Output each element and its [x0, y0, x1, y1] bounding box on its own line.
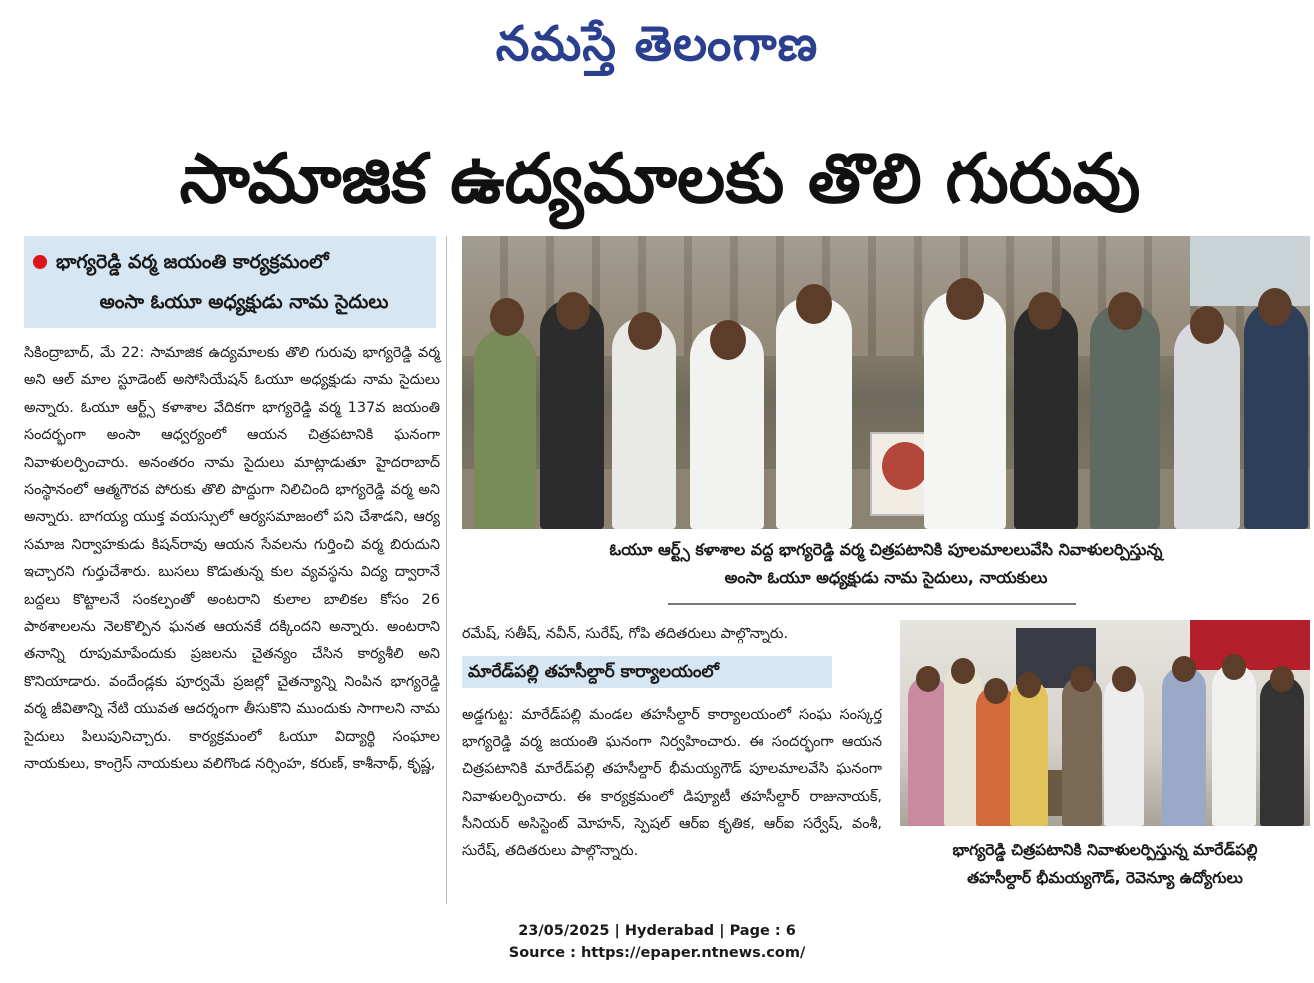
- group-photo-arts-college: [462, 236, 1310, 529]
- article-body-main: సికింద్రాబాద్, మే 22: సామాజిక ఉద్యమాలకు తొలి గురువు భాగ్యరెడ్డి వర్మ అని ఆల్ మాల స్టూడెంట్ అసోసియేషన్ ఓయూ అధ్యక్షుడు నామ సైదులు అన్నారు. ఓయూ ఆర్ట్స్ కళాశాల వేదికగా భాగ్యరెడ్డి వర్మ 137వ జయంతి సందర్భంగా అంసా ఆధ్వర్యంలో ఆయన చిత్రపటానికి ఘనంగా నివాళులర్పించారు. అనంతరం నామ సైదులు మాట్లాడుతూ హైదరాబాద్ సంస్థానంలో ఆత్మగౌరవ పోరుకు తొలి పొద్దుగా నిలిచింది భాగ్యరెడ్డి వర్మ అని అన్నారు. బాగయ్య యుక్త వయస్సులో ఆర్యసమాజంలో పని చేశాడని, ఆర్య సమాజ నిర్వాహకుడు కిషన్‌రావు ఆయన సేవలను గుర్తించి వర్మ బిరుదుని ఇచ్చారని గుర్తుచేశారు. బుసలు కొడుతున్న కుల వ్యవస్థను విద్య ద్వారానే బద్దలు కొట్టాలనే సంకల్పంతో అంటరాని కులాల బాలికల కోసం 26 పాఠశాలలను నెలకొల్పిన ఘనత ఆయనకే దక్కిందని అన్నారు. అంటరాని తనాన్ని రూపుమాపేందుకు ప్రజలను చైతన్యం చేసిన కార్యశీలి అని కొనియాడారు. వందేండ్లకు పూర్వమే ప్రజల్లో చైతన్యాన్ని నింపిన భాగ్యరెడ్డి వర్మ జీవితాన్ని నేటి యువత ఆదర్శంగా తీసుకొని ముందుకు సాగాలని నామ సైదులు పిలుపునిచ్చారు. కార్యక్రమంలో ఓయూ విద్యార్థి సంఘాల నాయకులు, కాంగ్రెస్ నాయకులు వలిగొండ నర్సింహ, కరుణ్, కాశీనాథ్, కృష్ణ,: [24, 345, 440, 773]
- person-head: [1028, 292, 1062, 330]
- person-head: [490, 298, 524, 336]
- person-figure: [540, 299, 604, 529]
- person-figure: [1244, 301, 1308, 529]
- footer-source-link[interactable]: Source : https://epaper.ntnews.com/: [508, 945, 806, 961]
- person-figure: [1260, 676, 1304, 826]
- person-head: [916, 666, 940, 692]
- person-figure: [1014, 303, 1078, 529]
- footer-date-edition: 23/05/2025 | Hyderabad | Page : 6: [518, 923, 796, 939]
- person-head: [951, 658, 975, 684]
- portrait-face: [882, 442, 928, 490]
- person-head: [1258, 288, 1292, 326]
- subdeck-line-1: భాగ్యరెడ్డి వర్మ జయంతి కార్యక్రమంలో: [56, 251, 329, 273]
- bullet-dot-icon: [33, 255, 47, 269]
- person-head: [946, 278, 984, 320]
- person-figure: [924, 291, 1006, 529]
- person-figure: [474, 329, 536, 529]
- photo-caption-main: [462, 536, 1310, 606]
- person-figure: [1212, 664, 1256, 826]
- person-head: [796, 284, 832, 324]
- person-head: [984, 678, 1008, 704]
- person-head: [1017, 672, 1041, 698]
- sky-area: [1190, 236, 1310, 306]
- person-head: [1108, 292, 1142, 330]
- caption-small-line-2: తహసీల్దార్ భీమయ్యగౌడ్, రెవెన్యూ ఉద్యోగులు: [967, 869, 1243, 887]
- person-figure: [1090, 303, 1160, 529]
- article-body-continuation: రమేష్, సతీష్, నవీన్, సురేష్, గోపి తదితరులు పాల్గొన్నారు.: [462, 626, 789, 642]
- photo-caption-small: [900, 836, 1310, 900]
- page-footer: [0, 920, 1314, 966]
- person-figure: [1174, 319, 1240, 529]
- caption-underline: [668, 603, 1076, 605]
- person-figure: [1062, 676, 1102, 826]
- caption-small-line-1: భాగ్యరెడ్డి చిత్రపటానికి నివాళులర్పిస్తున్న మారేడ్‌పల్లి: [952, 841, 1258, 859]
- person-figure: [1162, 666, 1206, 826]
- banner-background: [1190, 620, 1310, 670]
- newspaper-masthead: నమస్తే తెలంగాణ: [495, 16, 819, 72]
- subdeck-line-2: అంసా ఓయూ అధ్యక్షుడు నామ సైదులు: [99, 291, 389, 313]
- person-head: [710, 320, 746, 360]
- person-figure: [908, 676, 948, 826]
- person-head: [556, 292, 590, 330]
- person-head: [628, 312, 662, 350]
- person-head: [1070, 666, 1094, 692]
- person-head: [1172, 656, 1196, 682]
- section-subheading: మారేడ్‌పల్లి తహసీల్దార్ కార్యాలయంలో: [462, 656, 832, 688]
- article-headline: సామాజిక ఉద్యమాలకు తొలి గురువు: [179, 140, 1141, 219]
- person-head: [1270, 666, 1294, 692]
- person-head: [1222, 654, 1246, 680]
- column-divider: [446, 236, 447, 904]
- caption-main-line-1: ఓయూ ఆర్ట్స్ కళాశాల వద్ద భాగ్యరెడ్డి వర్మ చిత్రపటానికి పూలమాలలువేసి నివాళులర్పిస్తున్న: [609, 540, 1163, 559]
- person-figure: [1104, 676, 1144, 826]
- person-head: [1190, 306, 1224, 344]
- person-head: [1112, 666, 1136, 692]
- group-photo-tahsildar-office: [900, 620, 1310, 826]
- article-subdeck: [24, 236, 436, 328]
- person-figure: [1010, 680, 1048, 826]
- caption-main-line-2: అంసా ఓయూ అధ్యక్షుడు నామ సైదులు, నాయకులు: [724, 568, 1048, 587]
- person-figure: [776, 297, 852, 529]
- article-body-second: అడ్డగుట్ట: మారేడ్‌పల్లి మండల తహసీల్దార్ కార్యాలయంలో సంఘ సంస్కర్త భాగ్యరెడ్డి వర్మ జయంతి ఘనంగా నిర్వహించారు. ఈ సందర్భంగా ఆయన చిత్రపటానికి మారేడ్‌పల్లి తహసీల్దార్ భీమయ్యగౌడ్ పూలమాలవేసి ఘనంగా నివాళులర్పించారు. ఈ కార్యక్రమంలో డిప్యూటీ తహసీల్దార్ రాజునాయక్, సీనియర్ అసిస్టెంట్ మోహన్, స్పెషల్ ఆర్ఐ కృతిక, ఆర్ఐ సర్వేష్, వంశీ, సురేష్, తదితరులు పాల్గొన్నారు.: [462, 707, 882, 860]
